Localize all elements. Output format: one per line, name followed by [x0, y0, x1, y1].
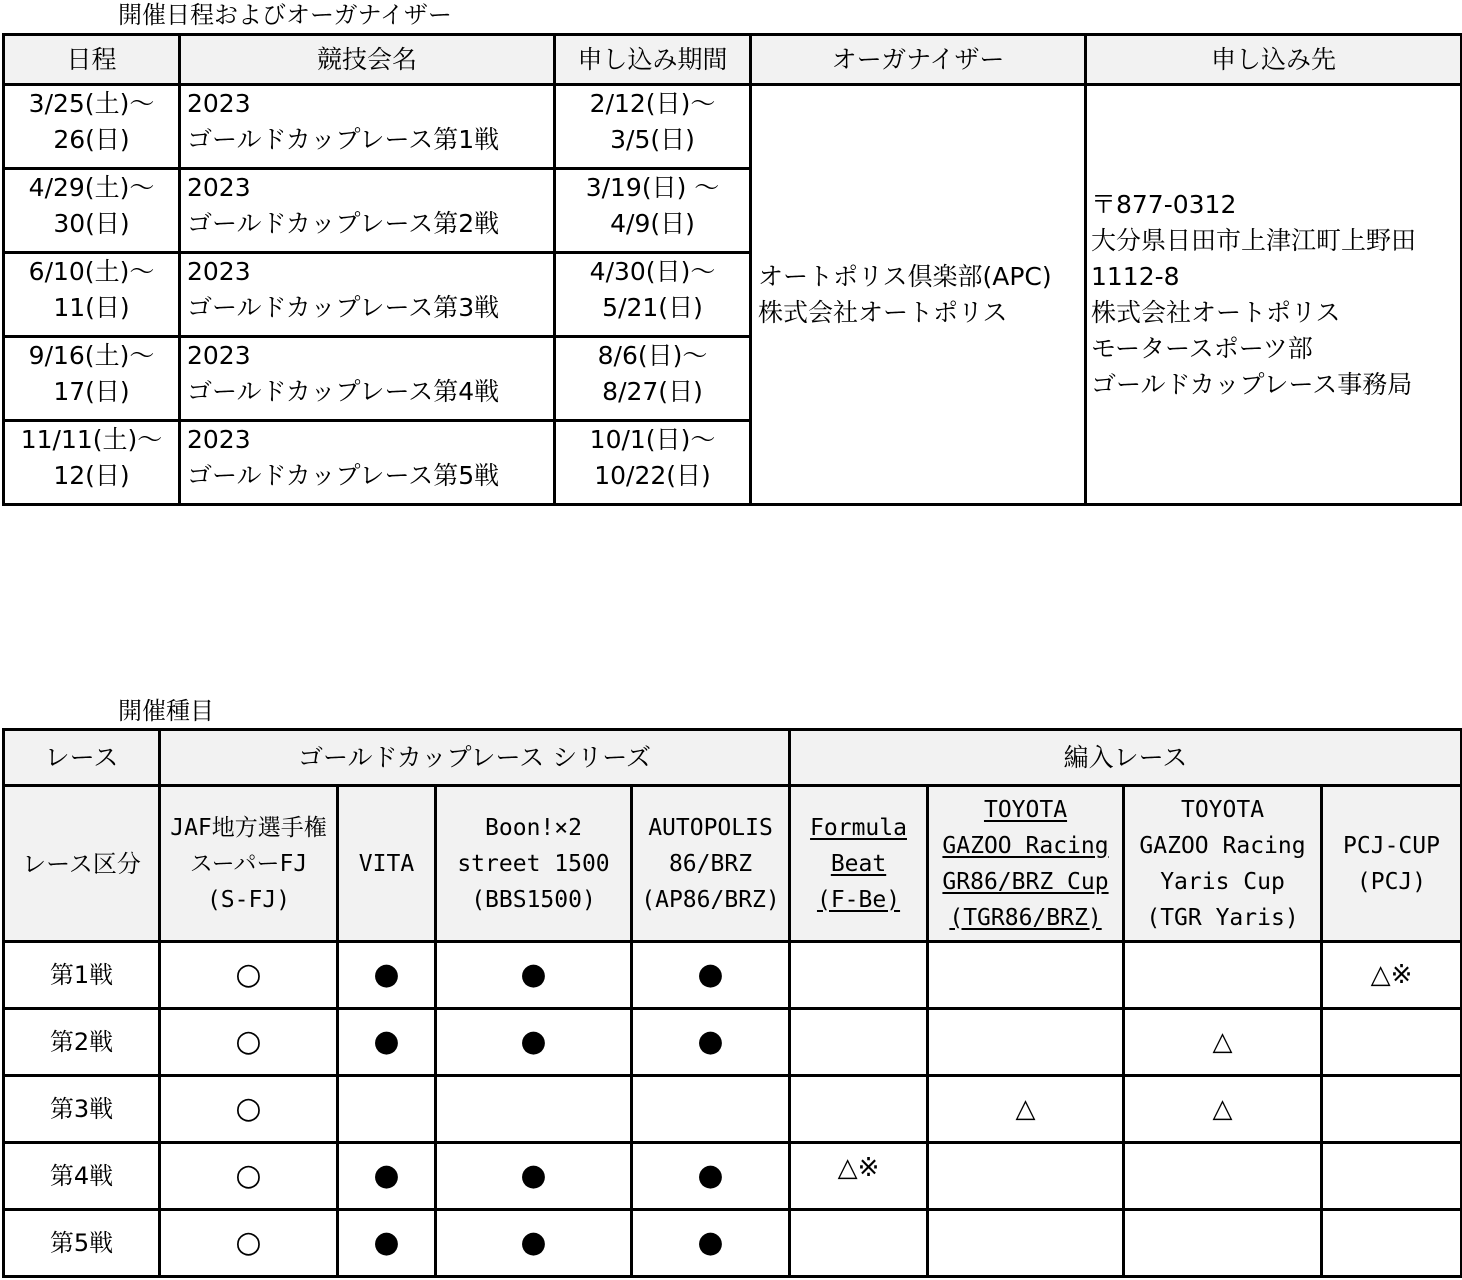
- entry-mark-cell: [928, 1009, 1124, 1076]
- race-round-cell: 第5戦: [4, 1210, 160, 1277]
- header-date: 日程: [4, 35, 180, 85]
- race-round-cell: 第2戦: [4, 1009, 160, 1076]
- event-name-line: ゴールドカップレース第2戦: [187, 209, 500, 238]
- class-name-line: GR86/BRZ Cup: [942, 868, 1109, 895]
- schedule-period-cell: [555, 169, 751, 253]
- header-event-name: 競技会名: [180, 35, 555, 85]
- header-merged-races: 編入レース: [790, 730, 1462, 786]
- class-name-line: Formula: [810, 814, 907, 841]
- entry-mark-cell: ●: [436, 1143, 632, 1210]
- schedule-table: [2, 33, 1462, 506]
- class-name-line: Boon!×2: [485, 814, 582, 841]
- class-header-cell: [1124, 786, 1322, 942]
- organizer-cell: [751, 85, 1086, 505]
- event-name-line: 2023: [187, 257, 251, 286]
- class-name-line: (TGR Yaris): [1146, 904, 1299, 931]
- class-name-line: VITA: [358, 850, 415, 877]
- class-name-line: TOYOTA: [983, 796, 1068, 823]
- class-name-line: (AP86/BRZ): [641, 886, 780, 913]
- apply-to-cell: [1086, 85, 1462, 505]
- period-line: 3/5(日): [610, 125, 695, 154]
- schedule-event-name-cell: [180, 169, 555, 253]
- schedule-date-cell: [4, 169, 180, 253]
- apply-to-line: ゴールドカップレース事務局: [1091, 369, 1413, 399]
- class-name-line: (S-FJ): [206, 886, 291, 913]
- date-line: 4/29(土)～: [28, 173, 155, 202]
- entry-mark-cell: ●: [338, 1143, 436, 1210]
- class-name-line: PCJ-CUP: [1343, 832, 1440, 859]
- entry-mark-cell: [1322, 1143, 1462, 1210]
- entry-mark-cell: ○: [160, 1076, 338, 1143]
- event-name-line: ゴールドカップレース第4戦: [187, 377, 500, 406]
- organizer-line: 株式会社オートポリス: [758, 297, 1008, 327]
- period-line: 2/12(日)～: [589, 89, 716, 118]
- schedule-caption: 開催日程およびオーガナイザー: [118, 1, 452, 29]
- entry-mark-cell: [1124, 942, 1322, 1009]
- class-name-line: street 1500: [457, 850, 610, 877]
- date-line: 9/16(土)～: [28, 341, 155, 370]
- schedule-header-row: [4, 35, 1462, 85]
- schedule-period-cell: [555, 85, 751, 169]
- class-name-line: (PCJ): [1356, 868, 1427, 895]
- event-name-line: 2023: [187, 425, 251, 454]
- event-name-line: ゴールドカップレース第1戦: [187, 125, 500, 154]
- class-header-cell: [928, 786, 1124, 942]
- apply-to-line: 株式会社オートポリス: [1091, 297, 1341, 327]
- entry-mark-cell: [790, 942, 928, 1009]
- entry-mark-cell: ○: [160, 942, 338, 1009]
- entry-mark-cell: △※: [790, 1143, 928, 1210]
- event-name-line: 2023: [187, 173, 251, 202]
- period-line: 3/19(日) ～: [585, 173, 720, 202]
- schedule-event-name-cell: [180, 337, 555, 421]
- apply-to-line: 〒877-0312: [1091, 189, 1237, 219]
- class-header-cell: [790, 786, 928, 942]
- header-race: レース: [4, 730, 160, 786]
- events-row: [4, 1210, 1462, 1277]
- entry-mark-cell: △※: [1322, 942, 1462, 1009]
- events-class-header-row: [4, 786, 1462, 942]
- events-group-header-row: [4, 730, 1462, 786]
- date-line: 17(日): [53, 377, 130, 406]
- class-name-line: Beat: [830, 850, 887, 877]
- date-line: 11/11(土)～: [20, 425, 163, 454]
- entry-mark-cell: [632, 1076, 790, 1143]
- header-apply-to: 申し込み先: [1086, 35, 1462, 85]
- class-name-line: AUTOPOLIS: [648, 814, 773, 841]
- class-header-cell: [632, 786, 790, 942]
- schedule-event-name-cell: [180, 85, 555, 169]
- entry-mark-cell: [928, 1143, 1124, 1210]
- apply-to-line: モータースポーツ部: [1091, 333, 1313, 363]
- events-caption: 開催種目: [118, 697, 214, 725]
- date-line: 6/10(土)～: [28, 257, 155, 286]
- entry-mark-cell: [1124, 1143, 1322, 1210]
- period-line: 8/6(日)～: [597, 341, 708, 370]
- events-row: [4, 1009, 1462, 1076]
- class-name-line: JAF地方選手権: [170, 814, 327, 841]
- date-line: 30(日): [53, 209, 130, 238]
- schedule-date-cell: [4, 85, 180, 169]
- schedule-period-cell: [555, 421, 751, 505]
- period-line: 4/9(日): [610, 209, 695, 238]
- entry-mark-cell: ●: [338, 942, 436, 1009]
- entry-mark-cell: [1322, 1009, 1462, 1076]
- class-header-cell: [436, 786, 632, 942]
- class-name-line: (F-Be): [816, 886, 901, 913]
- entry-mark-cell: ●: [338, 1210, 436, 1277]
- class-name-line: Yaris Cup: [1160, 868, 1285, 895]
- entry-mark-cell: [1322, 1210, 1462, 1277]
- event-name-line: ゴールドカップレース第5戦: [187, 461, 500, 490]
- entry-mark-cell: [1322, 1076, 1462, 1143]
- class-header-cell: [160, 786, 338, 942]
- entry-mark-cell: ●: [632, 1009, 790, 1076]
- schedule-period-cell: [555, 253, 751, 337]
- entry-mark-cell: ●: [632, 942, 790, 1009]
- entry-mark-cell: ●: [338, 1009, 436, 1076]
- apply-to-line: 大分県日田市上津江町上野田: [1091, 225, 1417, 255]
- header-organizer: オーガナイザー: [751, 35, 1086, 85]
- schedule-period-cell: [555, 337, 751, 421]
- date-line: 3/25(土)～: [28, 89, 155, 118]
- entry-mark-cell: △: [1124, 1009, 1322, 1076]
- class-header-cell: [338, 786, 436, 942]
- schedule-date-cell: [4, 421, 180, 505]
- header-application-period: 申し込み期間: [555, 35, 751, 85]
- entry-mark-cell: [1124, 1210, 1322, 1277]
- period-line: 4/30(日)～: [589, 257, 716, 286]
- entry-mark-cell: ●: [436, 1009, 632, 1076]
- schedule-event-name-cell: [180, 253, 555, 337]
- entry-mark-cell: △: [1124, 1076, 1322, 1143]
- entry-mark-cell: [790, 1009, 928, 1076]
- organizer-line: オートポリス倶楽部(APC): [758, 261, 1052, 291]
- entry-mark-cell: ○: [160, 1210, 338, 1277]
- entry-mark-cell: ●: [632, 1143, 790, 1210]
- class-name-line: スーパーFJ: [189, 850, 308, 877]
- events-table: [2, 728, 1462, 1278]
- schedule-date-cell: [4, 253, 180, 337]
- period-line: 5/21(日): [602, 293, 703, 322]
- class-name-line: GAZOO Racing: [942, 832, 1109, 859]
- class-name-line: (TGR86/BRZ): [949, 904, 1102, 931]
- race-round-cell: 第4戦: [4, 1143, 160, 1210]
- class-name-line: TOYOTA: [1180, 796, 1265, 823]
- entry-mark-cell: △: [928, 1076, 1124, 1143]
- period-line: 8/27(日): [602, 377, 703, 406]
- entry-mark-cell: [790, 1076, 928, 1143]
- entry-mark-cell: ●: [436, 1210, 632, 1277]
- entry-mark-cell: [928, 942, 1124, 1009]
- event-name-line: 2023: [187, 89, 251, 118]
- events-row: [4, 1143, 1462, 1210]
- entry-mark-cell: [338, 1076, 436, 1143]
- date-line: 12(日): [53, 461, 130, 490]
- entry-mark-cell: ●: [632, 1210, 790, 1277]
- date-line: 26(日): [53, 125, 130, 154]
- entry-mark-cell: [928, 1210, 1124, 1277]
- event-name-line: 2023: [187, 341, 251, 370]
- events-row: [4, 1076, 1462, 1143]
- schedule-event-name-cell: [180, 421, 555, 505]
- entry-mark-cell: [436, 1076, 632, 1143]
- class-name-line: 86/BRZ: [668, 850, 753, 877]
- events-row: [4, 942, 1462, 1009]
- race-round-cell: 第1戦: [4, 942, 160, 1009]
- race-round-cell: 第3戦: [4, 1076, 160, 1143]
- event-name-line: ゴールドカップレース第3戦: [187, 293, 500, 322]
- apply-to-line: 1112-8: [1091, 261, 1180, 291]
- schedule-date-cell: [4, 337, 180, 421]
- date-line: 11(日): [53, 293, 130, 322]
- class-header-cell: [1322, 786, 1462, 942]
- header-race-class: レース区分: [4, 786, 160, 942]
- period-line: 10/22(日): [594, 461, 711, 490]
- entry-mark-cell: [790, 1210, 928, 1277]
- entry-mark-cell: ●: [436, 942, 632, 1009]
- period-line: 10/1(日)～: [589, 425, 716, 454]
- class-name-line: (BBS1500): [471, 886, 596, 913]
- class-name-line: GAZOO Racing: [1139, 832, 1306, 859]
- schedule-row: [4, 85, 1462, 169]
- header-gold-cup-series: ゴールドカップレース シリーズ: [160, 730, 790, 786]
- entry-mark-cell: ○: [160, 1009, 338, 1076]
- entry-mark-cell: ○: [160, 1143, 338, 1210]
